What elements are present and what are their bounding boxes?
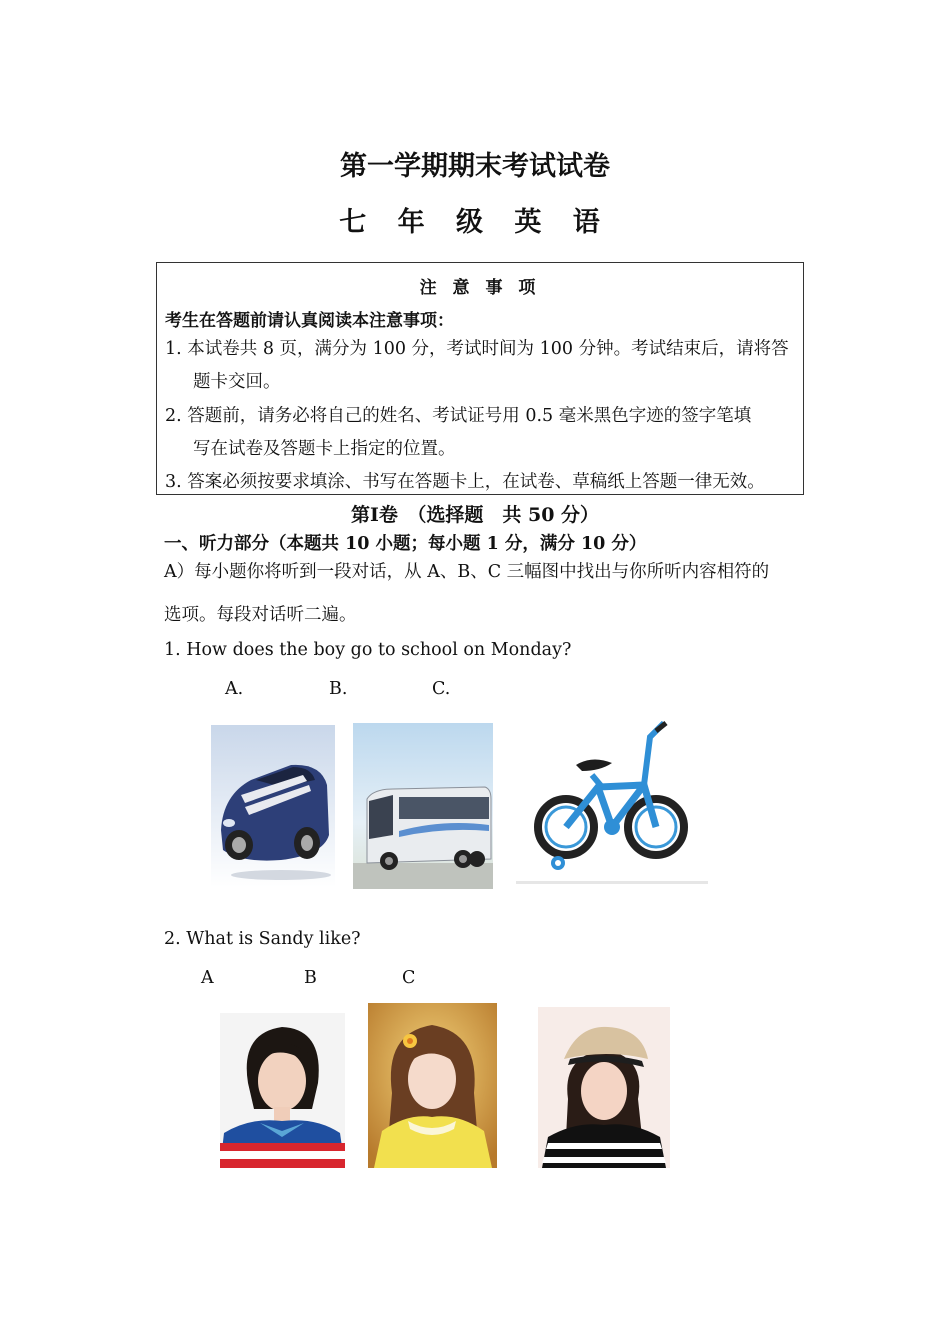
section-heading: 一、听力部分（本题共 10 小题；每小题 1 分，满分 10 分） [164,534,647,554]
notice-item-line: 3. 答案必须按要求填涂、书写在答题卡上，在试卷、草稿纸上答题一律无效。 [165,472,765,492]
instruction-line: A）每小题你将听到一段对话，从 A、B、C 三幅图中找出与你所听内容相符的 [164,562,770,582]
part-title: 第Ⅰ卷 （选择题 共 50 分） [350,504,600,526]
notice-item [165,466,793,499]
notice-item [165,333,793,399]
exam-subtitle: 七 年 级 英 语 [339,207,611,238]
coach-bus-image [353,723,493,889]
notice-item-line: 1. 本试卷共 8 页，满分为 100 分，考试时间为 100 分钟。考试结束后，请将答 [165,339,789,359]
notice-item-line: 2. 答题前，请务必将自己的姓名、考试证号用 0.5 毫米黑色字迹的签字笔填 [165,406,752,426]
sports-car-image [211,725,335,887]
option-label-b: B [304,968,317,988]
girl-with-cap-image [538,1007,670,1168]
notice-item-line: 题卡交回。 [193,372,281,392]
girl-short-hair-image [220,1013,345,1168]
notice-box [156,262,804,495]
option-label-c: C. [432,679,451,699]
option-label-a: A [201,968,214,988]
option-label-c: C [402,968,416,988]
notice-item-line: 写在试卷及答题卡上指定的位置。 [193,439,456,459]
question-text: 2. What is Sandy like? [164,929,361,949]
exam-title: 第一学期期末考试试卷 [340,151,610,182]
option-label-a: A. [225,679,244,699]
childs-bicycle-image [516,715,708,891]
instruction-line: 选项。每段对话听二遍。 [164,605,357,625]
notice-item [165,400,793,466]
option-label-b: B. [329,679,348,699]
question-text: 1. How does the boy go to school on Monday? [164,640,572,660]
notice-heading: 注 意 事 项 [419,278,541,298]
girl-long-hair-image [368,1003,497,1168]
notice-intro: 考生在答题前请认真阅读本注意事项： [165,311,454,331]
